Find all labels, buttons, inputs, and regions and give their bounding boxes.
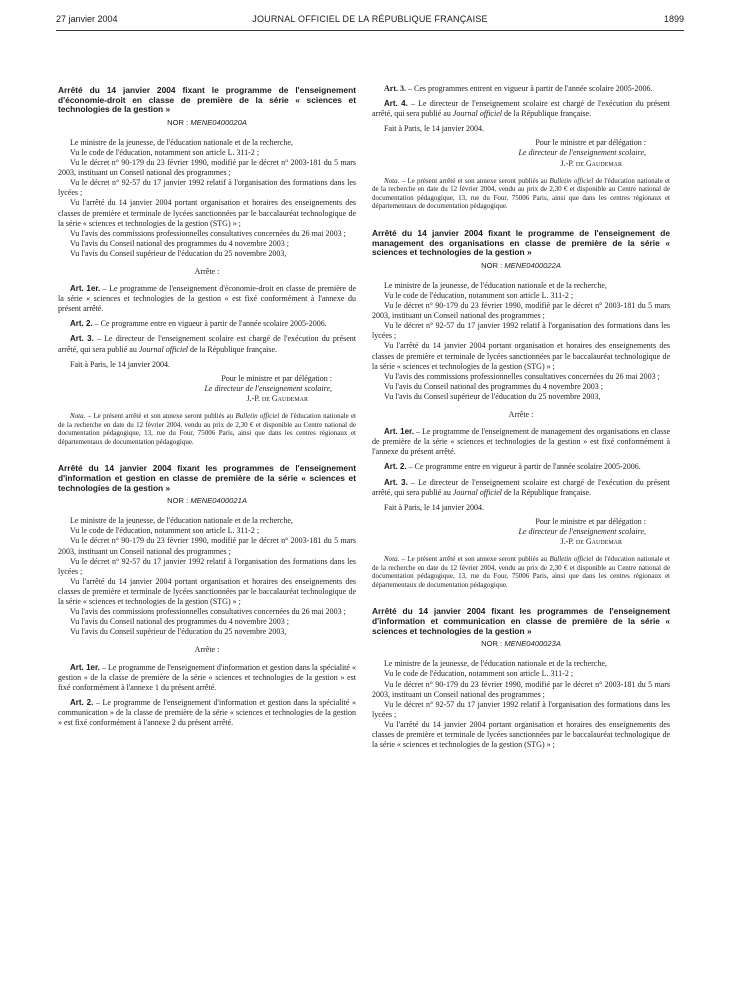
paragraph: Vu le code de l'éducation, notamment son article L. 311-2 ; [70,526,260,536]
paragraph: Le ministre de la jeunesse, de l'éducation nationale et de la recherche, [70,516,293,526]
header-rule [56,30,684,31]
paragraph: Vu le décret n° 90-179 du 23 février 1990, modifié par le décret n° 2003-181 du 5 mars 2003, instituant un Conseil national des programmes ; [372,301,670,321]
paragraph: Vu le décret n° 92-57 du 17 janvier 1992 relatif à l'organisation des formations dans les lycées ; [58,178,356,198]
arrete-heading: Arrête : [508,410,534,420]
article-text: Ces programmes entrent en vigueur à partir de l'année scolaire 2005-2006. [414,84,653,93]
nota-text: Le présent arrêté et son annexe seront publiés au [407,555,548,564]
nota: Nota. – Le présent arrêté et son annexe seront publiés au Bulletin officiel de l'éducation nationale et de la recherche en date du 12 février 2004, vendu au prix de 2,30 € et disponible au Centre national de documentation pédagogique, 13, rue du Four, 75006 Paris, ainsi que dans les centres régionaux et départementaux de documentation pédagogique. [372,555,671,589]
fait-a-paris: Fait à Paris, le 14 janvier 2004. [384,502,484,512]
nor-reference [58,118,356,128]
journal-reference: Journal officiel [138,344,188,354]
nota: Nota. – Le présent arrêté et son annexe seront publiés au Bulletin officiel de l'éducation nationale et de la recherche en date du 12 février 2004, vendu au prix de 2,30 € et disponible au Centre national de documentation pédagogique, 13, rue du Four, 75006 Paris, ainsi que dans les centres régionaux et départementaux de documentation pédagogique. [372,176,671,211]
article-text: Le directeur de l'enseignement scolaire est chargé de l'exécution du présent arrêté, qui sera publié au [58,334,357,354]
arrete-heading: Arrête : [194,645,220,655]
paragraph: Le ministre de la jeunesse, de l'éducation nationale et de la recherche, [70,137,293,147]
paragraph: Vu le code de l'éducation, notamment son article L. 311-2 ; [70,147,260,157]
paragraph: Vu l'arrêté du 14 janvier 2004 portant organisation et horaires des enseignements des classes de première et terminale de lycées sanctionnées par le baccalauréat technologique de la série « sciences et technologies de la gestion (STG) » ; [372,341,670,371]
decree-title: Arrêté du 14 janvier 2004 fixant le programme de l'enseignement d'économie-droit en classe de première de la série « sciences et technologies de la gestion » [58,85,356,115]
decree-information-gestion-continued [372,84,670,211]
decree-economie-droit [58,86,356,446]
left-column [58,86,356,728]
paragraph: Vu le décret n° 92-57 du 17 janvier 1992 relatif à l'organisation des formations dans les lycées ; [58,556,356,576]
paragraph: Vu l'avis du Conseil supérieur de l'éducation du 25 novembre 2003, [384,391,601,401]
paragraph: Vu l'avis des commissions professionnelles consultatives concernées du 26 mai 2003 ; [384,371,660,381]
nor-code: MENE0400022A [504,260,561,270]
paragraph: Le ministre de la jeunesse, de l'éducation nationale et de la recherche, [384,659,607,669]
article-label: Art. 3. [70,334,94,344]
nota-label: Nota. [384,176,400,185]
arrete-heading: Arrête : [194,267,220,276]
article-text: Le directeur de l'enseignement scolaire est chargé de l'exécution du présent arrêté, qui sera publié au [372,477,671,497]
journal-title: JOURNAL OFFICIEL DE LA RÉPUBLIQUE FRANÇAISE [252,14,488,24]
article-3: Art. 3. – Ces programmes entrent en vigueur à partir de l'année scolaire 2005-2006. [384,84,653,93]
article-3: Art. 3. – Le directeur de l'enseignement scolaire est chargé de l'exécution du présent arrêté, qui sera publié au Journal officiel de la République française. [372,477,671,497]
nor-label: NOR : [481,260,503,270]
nor-code: MENE0400023A [504,639,561,649]
journal-reference: Journal officiel [452,109,502,119]
signature-title: Le directeur de l'enseignement scolaire, [518,526,646,536]
paragraph: Vu l'avis des commissions professionnelles consultatives concernées du 26 mai 2003 ; [70,607,346,617]
paragraph: Vu le décret n° 90-179 du 23 février 1990, modifié par le décret n° 2003-181 du 5 mars 2003, instituant un Conseil national des programmes ; [58,536,356,556]
article-1: Art. 1er. – Le programme de l'enseignement d'économie-droit en classe de première de la série « sciences et technologies de la gestion » est fixé conformément à l'annexe du présent arrêté. [58,284,357,314]
article-text: Le programme de l'enseignement d'économie-droit en classe de première de la série « sciences et technologies de la gestion » est fixé conformément à l'annexe du présent arrêté. [58,284,357,314]
article-1: Art. 1er. – Le programme de l'enseignement d'information et gestion dans la spécialité « gestion » de la classe de première de la série « sciences et technologies de la gestion » est fixé conformément à l'annexe 1 du présent arrêté. [58,662,357,692]
fait-a-paris: Fait à Paris, le 14 janvier 2004. [70,359,170,369]
nor-reference [58,496,356,506]
paragraph: Vu l'avis du Conseil supérieur de l'éducation du 25 novembre 2003, [70,627,287,637]
paragraph: Vu le décret n° 92-57 du 17 janvier 1992 relatif à l'organisation des formations dans les lycées ; [372,699,670,719]
decree-title: Arrêté du 14 janvier 2004 fixant les programmes de l'enseignement d'information et communication en classe de première de la série « sciences et technologies de la gestion » [372,606,670,636]
nor-code: MENE0400021A [190,496,247,506]
nota-label: Nota. [70,412,86,421]
article-text: de la République française. [503,487,592,497]
article-label: Art. 1er. [70,662,100,672]
article-text: de la République française. [503,109,592,119]
article-label: Art. 1er. [384,427,414,437]
nor-label: NOR : [481,639,503,649]
signature-block [58,374,356,404]
paragraph: Vu l'arrêté du 14 janvier 2004 portant organisation et horaires des enseignements des classes de première et terminale de lycées sanctionnées par le baccalauréat technologique de la série « sciences et technologies de la gestion (STG) » ; [372,719,670,750]
nota-text: Le présent arrêté et son annexe seront publiés au [93,412,234,421]
article-text: Le programme de l'enseignement d'information et gestion dans la spécialité « gestion » de la classe de première de la série « sciences et technologies de la gestion » est fixé conformément à l'annexe 1 du présent arrêté. [58,662,357,692]
decree-information-communication [372,607,670,750]
nota-text: de l'éducation nationale et de la recherche en date du 12 février 2004, vendu au prix de 2,30 € et disponible au Centre national de documentation pédagogique, 13, rue du Four, 75006 Paris, ainsi que dans les centres régionaux et départementaux de documentation pédagogique. [372,555,671,589]
header-date: 27 janvier 2004 [56,14,118,24]
decree-management-organisations [372,229,670,589]
article-text: de la République française. [189,344,278,354]
signature-title: Le directeur de l'enseignement scolaire, [518,148,646,158]
article-text: Le directeur de l'enseignement scolaire est chargé de l'exécution du présent arrêté, qui sera publié au [372,99,671,119]
article-label: Art. 3. [384,477,408,487]
signature-line: Pour le ministre et par délégation : [221,373,332,383]
paragraph: Vu l'avis du Conseil national des programmes du 4 novembre 2003 ; [70,238,289,248]
paragraph: Vu l'arrêté du 14 janvier 2004 portant organisation et horaires des enseignements des classes de première et terminale de lycées sanctionnées par le baccalauréat technologique de la série « sciences et technologies de la gestion (STG) » ; [58,198,356,228]
nota: Nota. – Le présent arrêté et son annexe seront publiés au Bulletin officiel de l'éducation nationale et de la recherche en date du 12 février 2004, vendu au prix de 2,30 € et disponible au Centre national de documentation pédagogique, 13, rue du Four, 75006 Paris, ainsi que dans les centres régionaux et départementaux de documentation pédagogique. [58,412,357,446]
article-2: Art. 2. – Ce programme entre en vigueur à partir de l'année scolaire 2005-2006. [70,319,327,329]
signature-line: Pour le ministre et par délégation : [535,138,646,148]
paragraph: Vu le code de l'éducation, notamment son article L. 311-2 ; [384,291,574,300]
nota-text: Le présent arrêté et son annexe seront publiés au [407,176,548,185]
paragraph: Vu l'arrêté du 14 janvier 2004 portant organisation et horaires des enseignements des classes de première et terminale de lycées sanctionnées par le baccalauréat technologique de la série « sciences et technologies de la gestion (STG) » ; [58,576,356,607]
signatory-name: J.-P. de Gaudemar [560,536,622,546]
paragraph: Vu l'avis des commissions professionnelles consultatives concernées du 26 mai 2003 ; [70,228,346,238]
paragraph: Vu l'avis du Conseil national des programmes du 4 novembre 2003 ; [384,381,603,391]
right-column [372,84,670,750]
bulletin-reference: Bulletin officiel [549,555,594,564]
paragraph: Vu l'avis du Conseil supérieur de l'éducation du 25 novembre 2003, [70,248,287,258]
nor-reference [372,261,670,271]
bulletin-reference: Bulletin officiel [235,412,280,421]
article-label: Art. 2. [70,319,93,329]
article-text: Ce programme entre en vigueur à partir de l'année scolaire 2005-2006. [100,319,327,329]
fait-a-paris: Fait à Paris, le 14 janvier 2004. [384,124,484,134]
decree-title: Arrêté du 14 janvier 2004 fixant les programmes de l'enseignement d'information et gestion en classe de première de la série « sciences et technologies de la gestion » [58,463,356,493]
nor-label: NOR : [167,117,189,127]
article-3: Art. 3. – Le directeur de l'enseignement scolaire est chargé de l'exécution du présent arrêté, qui sera publié au Journal officiel de la République française. [58,334,357,354]
nota-text: de l'éducation nationale et de la recherche en date du 12 février 2004, vendu au prix de 2,30 € et disponible au Centre national de documentation pédagogique, 13, rue du Four, 75006 Paris, ainsi que dans les centres régionaux et départementaux de documentation pédagogique. [58,412,357,446]
article-text: Le programme de l'enseignement de management des organisations en classe de première de la série « sciences et technologies de la gestion » est fixé conformément à l'annexe du présent arrêté. [372,427,671,457]
article-label: Art. 3. [384,84,406,93]
article-label: Art. 4. [384,99,408,109]
signatory-name: J.-P. de Gaudemar [560,158,622,168]
paragraph: Le ministre de la jeunesse, de l'éducation nationale et de la recherche, [384,280,607,290]
paragraph: Vu le décret n° 92-57 du 17 janvier 1992 relatif à l'organisation des formations dans les lycées ; [372,321,670,341]
signatory-name: J.-P. de Gaudemar [246,393,308,403]
decree-title: Arrêté du 14 janvier 2004 fixant le programme de l'enseignement de management des organisations en classe de première de la série « sciences et technologies de la gestion » [372,228,670,258]
bulletin-reference: Bulletin officiel [549,176,594,185]
nota-text: de l'éducation nationale et de la recherche en date du 12 février 2004, vendu au prix de 2,30 € et disponible au Centre national de documentation pédagogique, 13, rue du Four, 75006 Paris, ainsi que dans les centres régionaux et départementaux de documentation pédagogique. [372,176,671,211]
article-2: Art. 2. – Ce programme entre en vigueur à partir de l'année scolaire 2005-2006. [384,462,641,472]
article-2: Art. 2. – Le programme de l'enseignement d'information et gestion dans la spécialité « communication » de la classe de première de la série « sciences et technologies de la gestion » est fixé conformément à l'annexe 2 du présent arrêté. [58,697,357,727]
article-1: Art. 1er. – Le programme de l'enseignement de management des organisations en classe de première de la série « sciences et technologies de la gestion » est fixé conformément à l'annexe du présent arrêté. [372,427,671,457]
signature-block [372,138,670,168]
paragraph: Vu le code de l'éducation, notamment son article L. 311-2 ; [384,669,574,679]
nor-code: MENE0400020A [190,117,247,127]
nor-label: NOR : [167,496,189,506]
paragraph: Vu l'avis du Conseil national des programmes du 4 novembre 2003 ; [70,617,289,627]
signature-title: Le directeur de l'enseignement scolaire, [204,383,332,393]
paragraph: Vu le décret n° 90-179 du 23 février 1990, modifié par le décret n° 2003-181 du 5 mars 2003, instituant un Conseil national des programmes ; [58,158,356,178]
journal-reference: Journal officiel [452,487,502,497]
signature-block [372,517,670,547]
page-number: 1899 [663,14,684,24]
nota-label: Nota. [384,555,400,564]
article-4: Art. 4. – Le directeur de l'enseignement scolaire est chargé de l'exécution du présent arrêté, qui sera publié au Journal officiel de la République française. [372,99,671,119]
paragraph: Vu le décret n° 90-179 du 23 février 1990, modifié par le décret n° 2003-181 du 5 mars 2003, instituant un Conseil national des programmes ; [372,679,670,699]
page-header [56,14,684,28]
article-text: Ce programme entre en vigueur à partir de l'année scolaire 2005-2006. [414,462,641,472]
signature-line: Pour le ministre et par délégation : [535,516,646,526]
article-label: Art. 2. [384,462,407,472]
nor-reference [372,639,670,649]
decree-information-gestion [58,464,356,728]
article-label: Art. 1er. [70,284,101,294]
article-label: Art. 2. [70,697,94,707]
article-text: Le programme de l'enseignement d'information et gestion dans la spécialité « communication » de la classe de première de la série « sciences et technologies de la gestion » est fixé conformément à l'annexe 2 du présent arrêté. [58,697,357,727]
